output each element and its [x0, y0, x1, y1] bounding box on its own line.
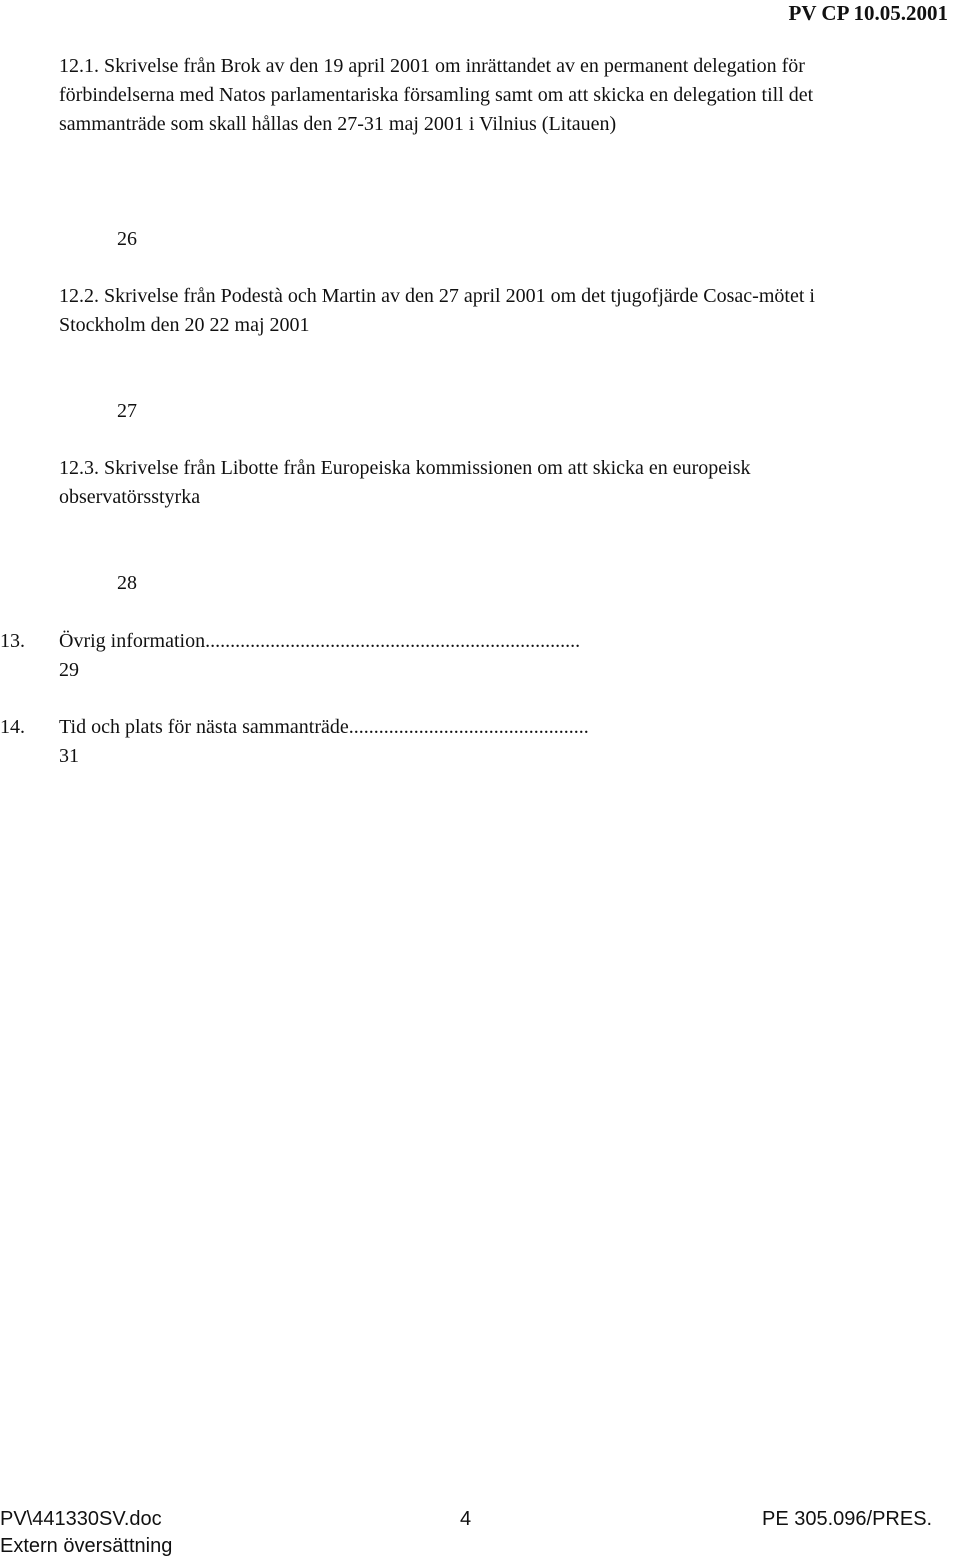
- toc-title-13: Övrig information...........................................................................: [59, 630, 581, 652]
- toc-page-13: 29: [59, 659, 79, 681]
- footer-page-number: 4: [460, 1508, 472, 1530]
- agenda-item-12-3: 12.3. Skrivelse från Libotte från Europeiska kommissionen om att skicka en europeisk observatörsstyrka: [59, 457, 751, 508]
- toc-number-13: 13.: [0, 630, 25, 652]
- toc-page-14: 31: [59, 745, 79, 767]
- document-reference: PV CP 10.05.2001: [788, 1, 948, 25]
- page-number-12-3: 28: [117, 572, 137, 594]
- toc-title-14: Tid och plats för nästa sammanträde................................................: [59, 716, 589, 738]
- page-number-12-2: 27: [117, 400, 137, 422]
- footer-filename: PV\441330SV.doc: [0, 1508, 162, 1530]
- footer-translation-note: Extern översättning: [0, 1535, 173, 1557]
- agenda-item-12-2: 12.2. Skrivelse från Podestà och Martin av den 27 april 2001 om det tjugofjärde Cosac-mötet i Stockholm den 20 22 maj 2001: [59, 285, 815, 336]
- footer-doc-id: PE 305.096/PRES.: [762, 1508, 933, 1530]
- page-number-12-1: 26: [117, 228, 137, 250]
- agenda-item-12-1: 12.1. Skrivelse från Brok av den 19 april 2001 om inrättandet av en permanent delegation för förbindelserna med Natos parlamentariska församling samt om att skicka en delegation till det sammanträde som skall hållas den 27-31 maj 2001 i Vilnius (Litauen): [59, 55, 814, 135]
- toc-number-14: 14.: [0, 716, 25, 738]
